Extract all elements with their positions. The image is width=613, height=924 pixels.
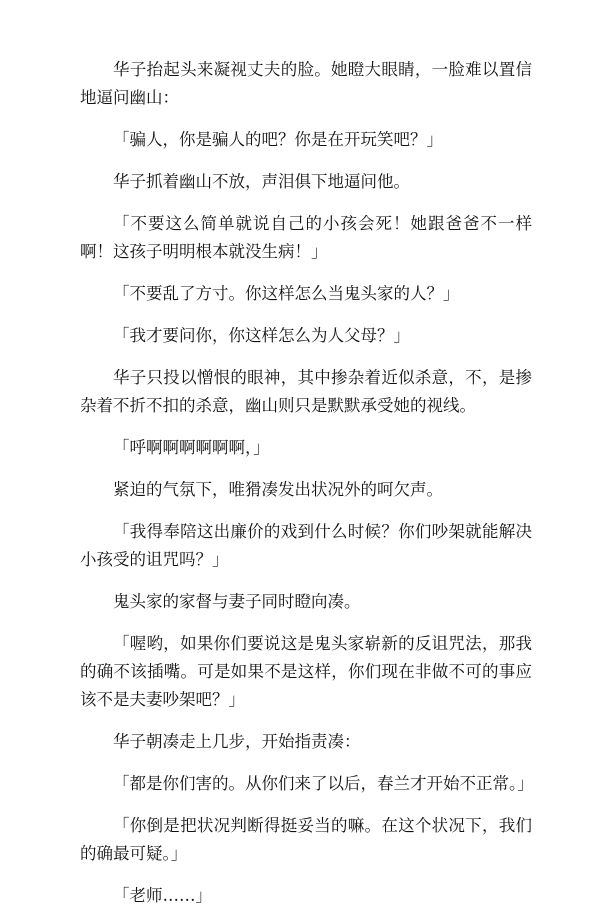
paragraph-4: 「不要这么简单就说自己的小孩会死！她跟爸爸不一样啊！这孩子明明根本就没生病！」 xyxy=(80,214,532,261)
paragraph-15: 「你倒是把状况判断得挺妥当的嘛。在这个状况下，我们的确最可疑。」 xyxy=(80,816,532,863)
paragraph-5: 「不要乱了方寸。你这样怎么当鬼头家的人？」 xyxy=(113,284,460,303)
paragraph-13: 华子朝凑走上几步，开始指责凑： xyxy=(113,732,361,751)
paragraph-14: 「都是你们害的。从你们来了以后，春兰才开始不正常。」 xyxy=(113,774,534,793)
body-text xyxy=(80,56,532,924)
paragraph-3: 华子抓着幽山不放，声泪俱下地逼问他。 xyxy=(113,172,410,191)
paragraph-12: 「喔哟，如果你们要说这是鬼头家崭新的反诅咒法，那我的确不该插嘴。可是如果不是这样，你们现在非做不可的事应该不是夫妻吵架吧？」 xyxy=(80,634,532,709)
paragraph-10: 「我得奉陪这出廉价的戏到什么时候？你们吵架就能解决小孩受的诅咒吗？」 xyxy=(80,522,532,569)
paragraph-16: 「老师……」 xyxy=(113,886,212,905)
paragraph-6: 「我才要问你，你这样怎么为人父母？」 xyxy=(113,326,410,345)
paragraph-8: 「呼啊啊啊啊啊啊，」 xyxy=(113,438,270,457)
paragraph-7: 华子只投以憎恨的眼神，其中掺杂着近似杀意，不，是掺杂着不折不扣的杀意，幽山则只是默默承受她的视线。 xyxy=(80,368,532,415)
paragraph-9: 紧迫的气氛下，唯猾凑发出状况外的呵欠声。 xyxy=(113,480,443,499)
paragraph-11: 鬼头家的家督与妻子同时瞪向凑。 xyxy=(113,592,361,611)
paragraph-1: 华子抬起头来凝视丈夫的脸。她瞪大眼睛，一脸难以置信地逼问幽山： xyxy=(80,60,532,107)
paragraph-2: 「骗人，你是骗人的吧？你是在开玩笑吧？」 xyxy=(113,130,443,149)
